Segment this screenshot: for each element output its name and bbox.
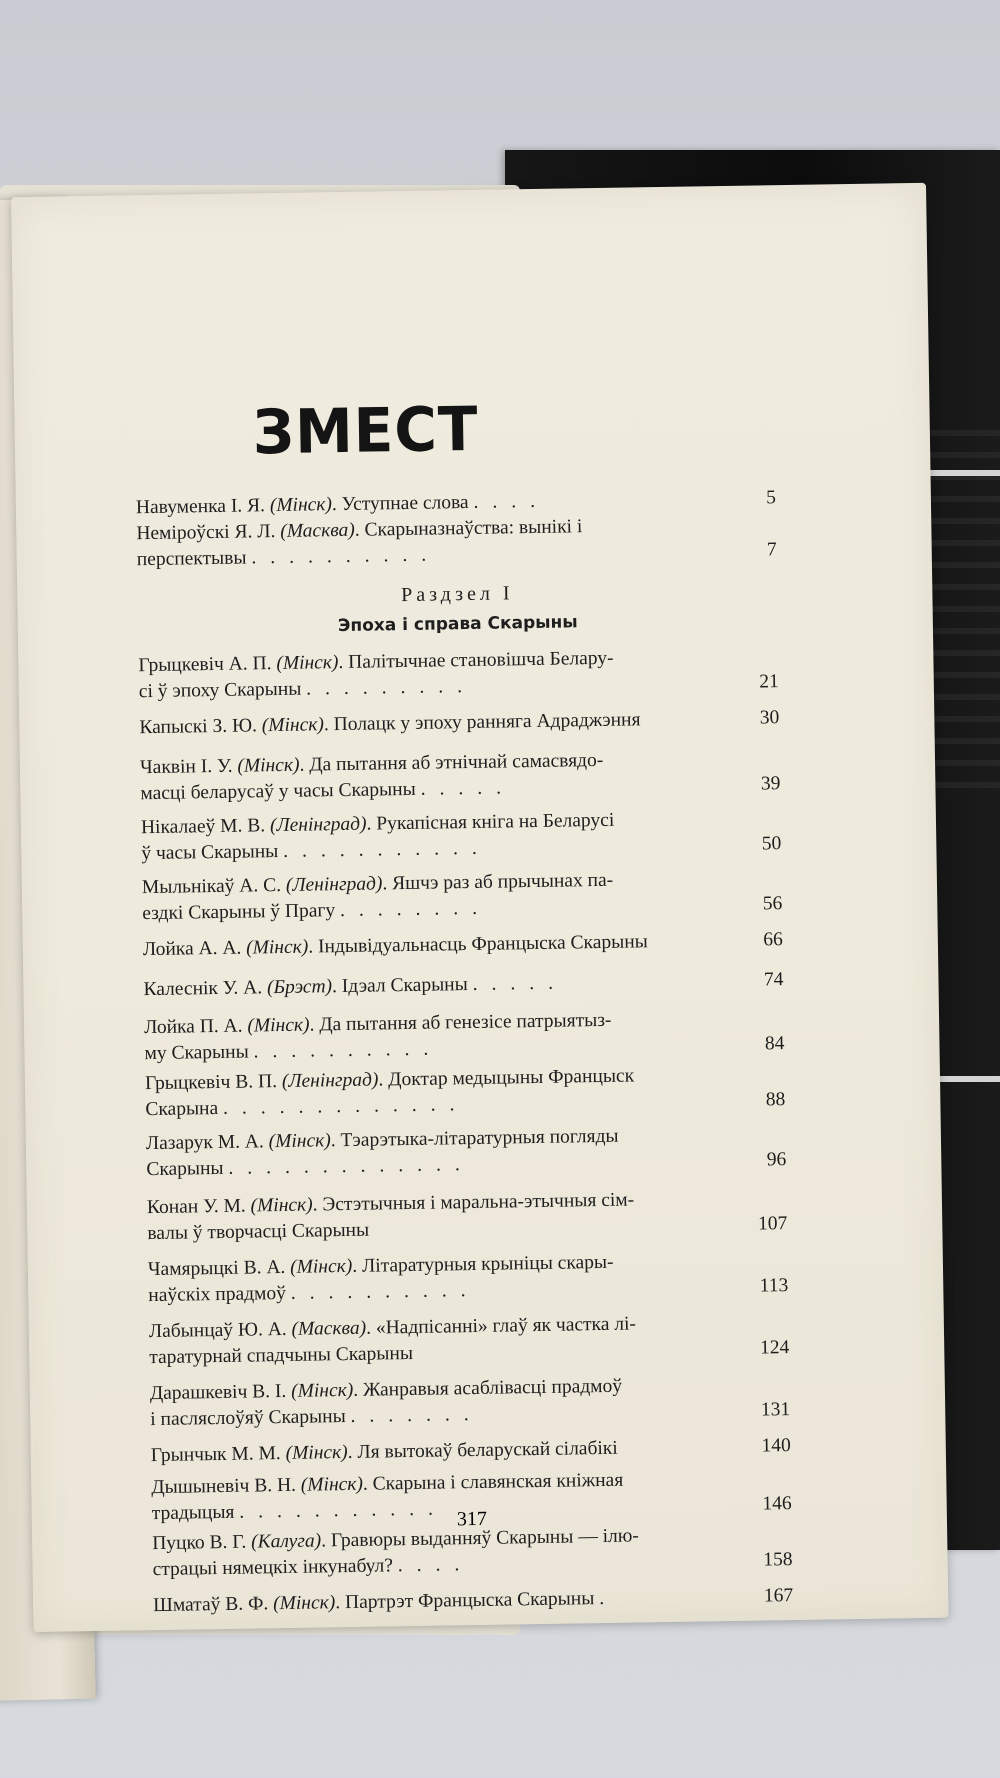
entry-author: Неміроўскі Я. Л. (136, 521, 276, 545)
entry-page: 88 (765, 1089, 786, 1111)
entry-title: Ля вытокаў беларускай сілабікі (357, 1437, 618, 1463)
entry-page: 146 (762, 1493, 792, 1515)
entry-title-cont: Скарына (145, 1098, 219, 1121)
toc-entry: Мыльнікаў А. С. (Ленінград). Яшчэ раз аб прычынах па- ездкі Скарыны ў Прагу ........ 56 (141, 869, 783, 925)
entry-page: 66 (763, 929, 783, 951)
entry-title: Рукапісная кніга на Беларусі (376, 809, 615, 835)
entry-city: (Масква) (291, 1317, 367, 1340)
entry-city: (Ленінград) (285, 873, 383, 896)
entry-page: 84 (764, 1033, 785, 1055)
entry-page: 124 (759, 1337, 790, 1359)
entry-title: Полацк у эпоху ранняга Адраджэння (333, 709, 641, 736)
toc-entry: Грынчык М. М. (Мінск). Ля вытокаў беларускай сілабікі 140 (150, 1435, 791, 1467)
entry-title-cont: страцыі нямецкіх інкунабул? (152, 1555, 394, 1581)
toc-entry: Дышыневіч В. Н. (Мінск). Скарына і славянская кніжная традыцыя ........... 146 (151, 1469, 792, 1525)
entry-city: (Мінск) (269, 494, 333, 517)
toc-entry: Капыскі З. Ю. (Мінск). Полацк у эпоху ранняга Адраджэння 30 (139, 707, 780, 739)
entry-title-cont: традыцыя (151, 1501, 235, 1525)
entry-city: (Брэст) (266, 976, 333, 999)
toc-entry: Дарашкевіч В. І. (Мінск). Жанравыя асаблівасці прадмоў і пасляслоўяў Скарыны ....... 131 (149, 1375, 791, 1431)
entry-city: (Мінск) (261, 714, 325, 737)
entry-title: Яшчэ раз аб прычынах па- (392, 869, 614, 895)
toc-entry: Калеснік У. А. (Брэст). Ідэал Скарыны ..... 74 (143, 969, 784, 1001)
entry-author: Навуменка І. Я. (135, 495, 266, 519)
entry-author: Конан У. М. (146, 1195, 246, 1219)
entry-title: Індывідуальнасць Францыска Скарыны (317, 931, 648, 958)
entry-page: 5 (765, 487, 777, 509)
entry-author: Лабынцаў Ю. А. (148, 1318, 287, 1343)
entry-author: Дарашкевіч В. І. (149, 1380, 287, 1405)
entry-page: 167 (763, 1585, 794, 1607)
entry-author: Шматаў В. Ф. (153, 1593, 269, 1617)
entry-title: Доктар медыцыны Францыск (388, 1065, 635, 1091)
entry-city: (Мінск) (268, 1130, 331, 1153)
entry-page: 107 (757, 1213, 788, 1235)
entry-city: (Мінск) (290, 1255, 353, 1278)
entry-city: (Масква) (280, 519, 355, 542)
entry-title-cont: Скарыны (146, 1157, 224, 1181)
entry-author: Грыцкевіч А. П. (138, 653, 272, 677)
entry-title: Жанравыя асаблівасці прадмоў (362, 1375, 623, 1401)
toc-entry: Лазарук М. А. (Мінск). Тэарэтыка-літаратурныя погляды Скарыны ............. 96 (145, 1125, 787, 1181)
entry-author: Нікалаеў М. В. (140, 815, 266, 839)
entry-title-cont: ў часы Скарыны (141, 841, 279, 865)
toc-entry: Нікалаеў М. В. (Ленінград). Рукапісная кніга на Беларусі ў часы Скарыны ........... 50 (140, 809, 782, 865)
entry-author: Чамярыцкі В. А. (147, 1256, 286, 1281)
entry-author: Пуцко В. Г. (152, 1531, 247, 1555)
entry-title-cont: перспектывы (136, 547, 247, 571)
entry-title: Тэарэтыка-літаратурныя погляды (340, 1125, 619, 1152)
entry-city: (Калуга) (251, 1530, 322, 1553)
entry-title: Скарыназнаўства: вынікі і (364, 516, 583, 541)
entry-page: 113 (759, 1275, 789, 1297)
entry-author: Чаквін І. У. (139, 755, 233, 779)
entry-page: 158 (763, 1549, 793, 1571)
entry-author: Лазарук М. А. (145, 1131, 264, 1155)
entry-title: Да пытання аб генезісе патрыятыз- (319, 1009, 612, 1036)
entry-title: Ідэал Скарыны (341, 974, 468, 998)
toc-entry: Лабынцаў Ю. А. (Масква). «Надпісанні» глаў як частка лі- таратурнай спадчыны Скарыны 124 (148, 1313, 790, 1369)
page-number: 317 (456, 1507, 488, 1531)
entry-title: Палітычнае становішча Белару- (348, 647, 614, 673)
entry-page: 131 (760, 1399, 791, 1421)
toc-entry: Лойка П. А. (Мінск). Да пытання аб генезісе патрыятыз- му Скарыны .......... 84 (143, 1009, 785, 1065)
entry-title-cont: масці беларусаў у часы Скарыны (140, 778, 416, 805)
toc-entry: Лойка А. А. (Мінск). Індывідуальнасць Францыска Скарыны 66 (142, 929, 783, 961)
toc-entry: Грыцкевіч А. П. (Мінск). Палітычнае становішча Белару- сі ў эпоху Скарыны ......... 21 (138, 647, 779, 703)
entry-title: Гравюры выданняў Скарыны — ілю- (330, 1525, 640, 1552)
entry-city: (Мінск) (285, 1442, 348, 1464)
entry-city: (Мінск) (276, 652, 339, 675)
entry-title: Да пытання аб этнічнай самасвядо- (309, 749, 604, 776)
toc-entry: Чамярыцкі В. А. (Мінск). Літаратурныя крыніцы скары- наўскіх прадмоў .......... 113 (147, 1251, 789, 1307)
entry-page: 140 (761, 1435, 791, 1457)
toc-entry: Грыцкевіч В. П. (Ленінград). Доктар медыцыны Францыск Скарына ............. 88 (144, 1065, 786, 1121)
entry-title: Партрэт Францыска Скарыны (344, 1588, 595, 1614)
entry-title-cont: сі ў эпоху Скарыны (138, 678, 302, 703)
entry-city: (Мінск) (237, 754, 300, 777)
page-title: ЗМЕСТ (252, 393, 479, 469)
entry-author: Лойка П. А. (143, 1015, 243, 1039)
toc-entry: Шматаў В. Ф. (Мінск). Партрэт Францыска Скарыны . 167 (153, 1585, 794, 1617)
entry-title-cont: наўскіх прадмоў (148, 1282, 287, 1307)
entry-city: (Мінск) (250, 1194, 313, 1217)
entry-page: 21 (759, 671, 779, 693)
entry-page: 56 (762, 893, 783, 915)
entry-title-cont: ездкі Скарыны ў Прагу (142, 900, 336, 925)
entry-title: «Надпісанні» глаў як частка лі- (375, 1313, 637, 1339)
section-label: Раздзел І (400, 582, 514, 607)
entry-title: Скарына і славянская кніжная (372, 1469, 624, 1495)
entry-author: Капыскі З. Ю. (139, 715, 258, 739)
toc-entry: Пуцко В. Г. (Калуга). Гравюры выданняў Скарыны — ілю- страцыі нямецкіх інкунабул? .... 158 (152, 1525, 793, 1581)
toc-entry: Навуменка І. Я. (Мінск). Уступнае слова .... 5 (135, 487, 777, 519)
entry-title: Літаратурныя крыніцы скары- (361, 1251, 614, 1277)
section-title: Эпоха і справа Скарыны (337, 612, 578, 637)
entry-page: 30 (759, 707, 780, 729)
book-page (11, 183, 948, 1632)
entry-author: Грынчык М. М. (150, 1443, 281, 1467)
toc-entry: Конан У. М. (Мінск). Эстэтычныя і маральна-этычныя сім- валы ў творчасці Скарыны 107 (146, 1189, 788, 1245)
toc-entry: Неміроўскі Я. Л. (Масква). Скарыназнаўства: вынікі і перспектывы .......... 7 (136, 516, 777, 571)
entry-author: Калеснік У. А. (143, 977, 263, 1001)
entry-author: Лойка А. А. (142, 937, 242, 961)
entry-city: (Мінск) (246, 936, 309, 959)
entry-page: 7 (766, 539, 777, 561)
entry-city: (Мінск) (273, 1592, 336, 1615)
entry-city: (Ленінград) (269, 813, 367, 837)
entry-city: (Мінск) (291, 1379, 354, 1402)
entry-title: Эстэтычныя і маральна-этычныя сім- (322, 1189, 635, 1216)
entry-author: Грыцкевіч В. П. (144, 1071, 278, 1095)
entry-author: Мыльнікаў А. С. (141, 875, 282, 899)
entry-page: 50 (761, 833, 782, 855)
entry-page: 74 (763, 969, 784, 991)
entry-page: 39 (760, 773, 781, 795)
entry-title-cont: му Скарыны (144, 1041, 249, 1065)
toc-entry: Чаквін І. У. (Мінск). Да пытання аб этнічнай самасвядо- масці беларусаў у часы Скарыны ..... 39 (139, 749, 781, 805)
entry-title-cont: валы ў творчасці Скарыны (147, 1219, 370, 1245)
entry-city: (Мінск) (247, 1014, 310, 1037)
entry-title-cont: таратурнай спадчыны Скарыны (149, 1342, 414, 1369)
entry-page: 96 (766, 1149, 787, 1171)
entry-title: Уступнае слова (341, 492, 469, 515)
entry-city: (Ленінград) (281, 1069, 379, 1093)
entry-author: Дышыневіч В. Н. (151, 1474, 297, 1499)
entry-title-cont: і пасляслоўяў Скарыны (150, 1406, 346, 1431)
entry-city: (Мінск) (300, 1473, 364, 1496)
